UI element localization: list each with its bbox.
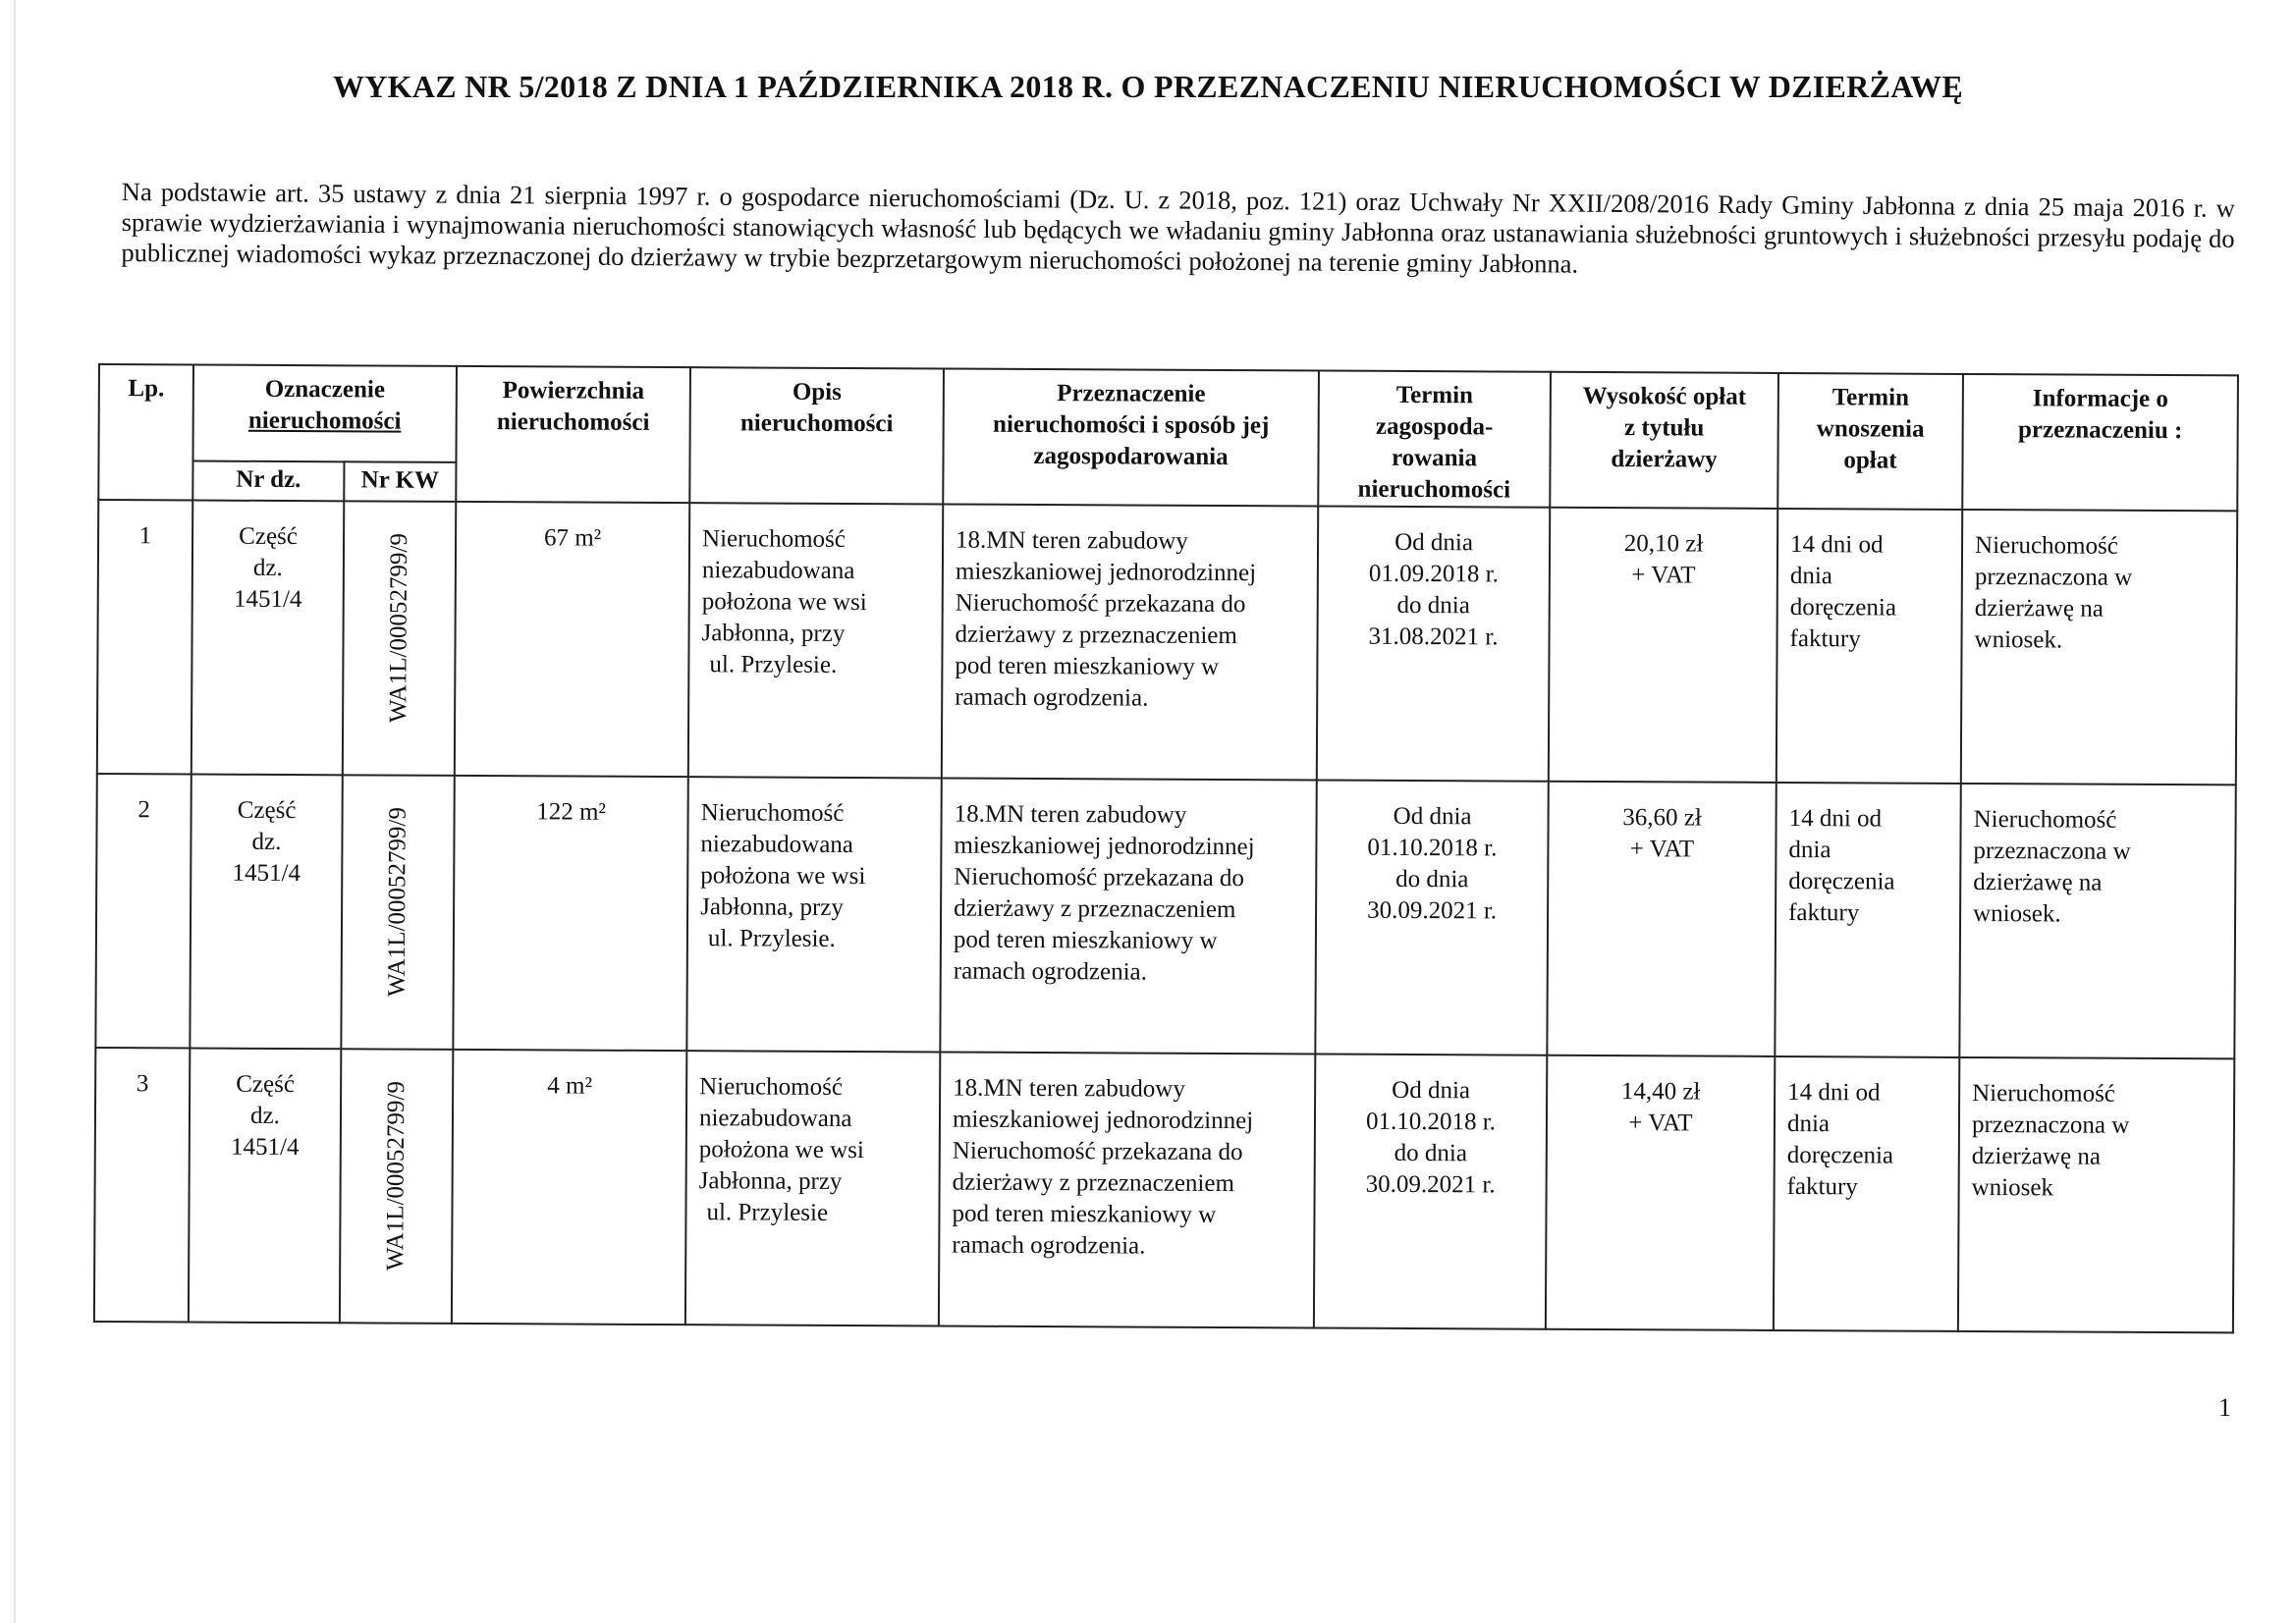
- cell-nr-dz: Część dz. 1451/4: [191, 501, 344, 776]
- cell-informacje: Nieruchomość przeznaczona w dzierżawę na wniosek: [1958, 1057, 2234, 1332]
- lease-table-container: [93, 363, 2239, 1333]
- table-row: [94, 1048, 2234, 1332]
- header-termin-wnoszenia: Termin wnoszenia opłat: [1777, 373, 1963, 510]
- header-powierzchnia: Powierzchnia nieruchomości: [456, 366, 690, 503]
- header-nr-kw: Nr KW: [344, 461, 456, 502]
- cell-przeznaczenie: 18.MN teren zabudowy mieszkaniowej jednorodzinnej Nieruchomość przekazana do dzierżawy z przeznaczeniem pod teren mieszkaniowy w ramach ogrodzenia.: [940, 779, 1316, 1055]
- cell-wysokosc-oplat: 36,60 zł + VAT: [1547, 782, 1776, 1056]
- header-lp: Lp.: [98, 364, 193, 501]
- header-termin-zagospodarowania: Termin zagospoda- rowania nieruchomości: [1318, 371, 1551, 508]
- cell-termin-zagospodarowania: Od dnia 01.09.2018 r. do dnia 31.08.2021 r.: [1317, 507, 1550, 782]
- cell-termin-wnoszenia: 14 dni od dnia doręczenia faktury: [1777, 509, 1962, 784]
- cell-nr-dz: Część dz. 1451/4: [190, 775, 342, 1050]
- cell-przeznaczenie: 18.MN teren zabudowy mieszkaniowej jednorodzinnej Nieruchomość przekazana do dzierżawy z przeznaczeniem pod teren mieszkaniowy w ramach ogrodzenia.: [942, 505, 1318, 781]
- cell-lp: 3: [94, 1048, 190, 1322]
- cell-lp: 1: [97, 500, 192, 774]
- header-przeznaczenie: Przeznaczenie nieruchomości i sposób jej zagospodarowania: [943, 369, 1319, 507]
- cell-nr-kw: WA1L/00052799/9: [343, 501, 456, 776]
- cell-termin-wnoszenia: 14 dni od dnia doręczenia faktury: [1775, 783, 1960, 1057]
- cell-termin-zagospodarowania: Od dnia 01.10.2018 r. do dnia 30.09.2021 r.: [1315, 781, 1548, 1055]
- cell-area: 122 m²: [453, 776, 687, 1051]
- cell-area: 67 m²: [455, 502, 689, 777]
- cell-lp: 2: [95, 774, 191, 1048]
- cell-nr-kw: WA1L/00052799/9: [340, 1049, 453, 1324]
- cell-nr-dz: Część dz. 1451/4: [189, 1048, 341, 1323]
- cell-opis: Nieruchomość niezabudowana położona we wsi Jabłonna, przy ul. Przylesie: [685, 1051, 940, 1325]
- header-informacje: Informacje o przeznaczeniu :: [1962, 374, 2238, 511]
- table-row: [95, 774, 2235, 1058]
- cell-termin-zagospodarowania: Od dnia 01.10.2018 r. do dnia 30.09.2021 r.: [1314, 1054, 1547, 1328]
- lease-table: [93, 363, 2239, 1333]
- cell-area: 4 m²: [452, 1050, 686, 1325]
- cell-informacje: Nieruchomość przeznaczona w dzierżawę na wniosek.: [1959, 784, 2235, 1058]
- cell-informacje: Nieruchomość przeznaczona w dzierżawę na wniosek.: [1961, 510, 2237, 784]
- header-oznaczenie: Oznaczenie nieruchomości: [192, 365, 457, 462]
- cell-termin-wnoszenia: 14 dni od dnia doręczenia faktury: [1774, 1056, 1959, 1331]
- page-number: 1: [2218, 1393, 2231, 1422]
- header-opis: Opis nieruchomości: [689, 367, 944, 504]
- cell-opis: Nieruchomość niezabudowana położona we wsi Jabłonna, przy ul. Przylesie.: [686, 777, 941, 1052]
- intro-paragraph: Na podstawie art. 35 ustawy z dnia 21 sierpnia 1997 r. o gospodarce nieruchomościami (Dz. U. z 2018, poz. 121) oraz Uchwały Nr XXII/208/2016 Rady Gminy Jabłonna z dnia 25 maja 2016 r. w sprawie wydzierżawiania i wynajmowania nieruchomości stanowiących własność lub będących we władaniu gminy Jabłonna oraz ustanawiania służebności gruntowych i służebności przesyłu podaję do publicznej wiadomości wykaz przeznaczonej do dzierżawy w trybie bezprzetargowym nieruchomości położonej na terenie gminy Jabłonna.: [121, 177, 2235, 279]
- header-row: [98, 364, 2237, 471]
- cell-przeznaczenie: 18.MN teren zabudowy mieszkaniowej jednorodzinnej Nieruchomość przekazana do dzierżawy z przeznaczeniem pod teren mieszkaniowy w ramach ogrodzenia.: [939, 1052, 1315, 1327]
- document-title: WYKAZ NR 5/2018 Z DNIA 1 PAŹDZIERNIKA 2018 R. O PRZEZNACZENIU NIERUCHOMOŚCI W DZIERŻAWĘ: [332, 69, 1964, 104]
- header-nr-dz: Nr dz.: [192, 461, 344, 502]
- cell-wysokosc-oplat: 14,40 zł + VAT: [1546, 1055, 1775, 1330]
- header-wysokosc-oplat: Wysokość opłat z tytułu dzierżawy: [1550, 372, 1778, 509]
- table-row: [97, 500, 2237, 784]
- cell-wysokosc-oplat: 20,10 zł + VAT: [1549, 508, 1777, 783]
- scan-margin-line: [14, 0, 16, 1623]
- cell-nr-kw: WA1L/00052799/9: [341, 775, 454, 1050]
- cell-opis: Nieruchomość niezabudowana położona we wsi Jabłonna, przy ul. Przylesie.: [688, 503, 943, 778]
